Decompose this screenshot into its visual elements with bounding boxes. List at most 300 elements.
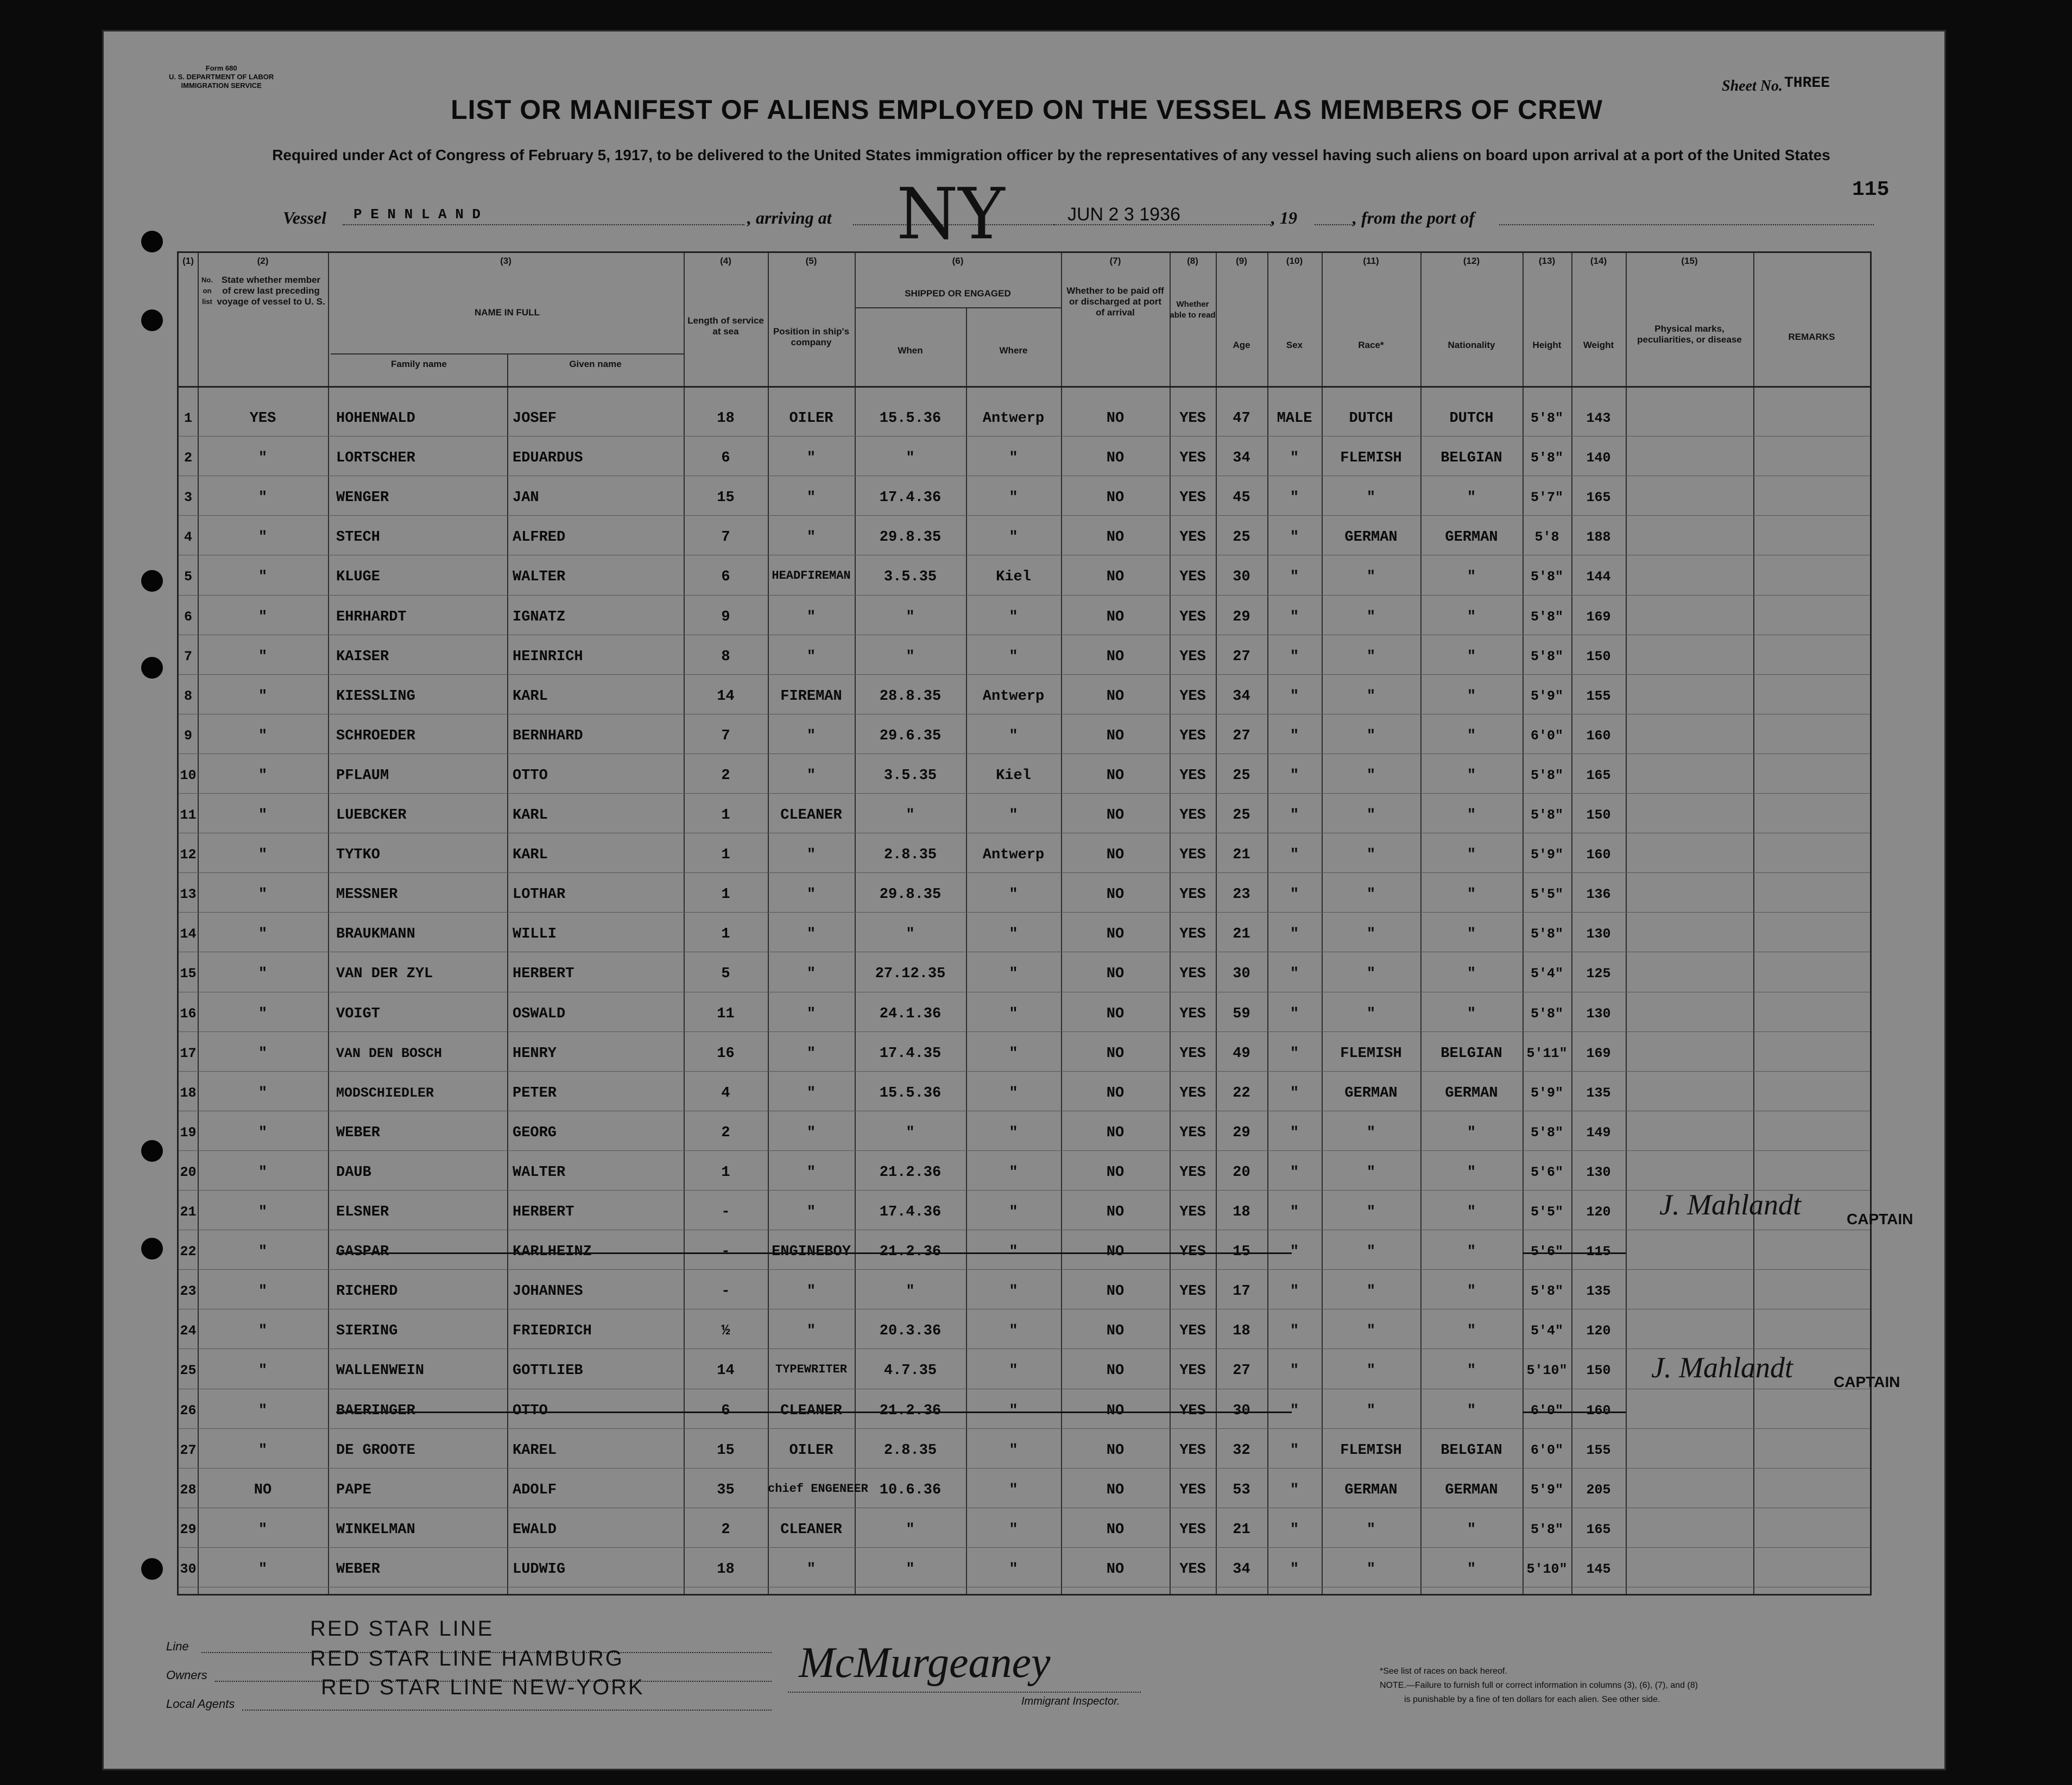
binder-hole [141, 570, 163, 592]
position-cell: CLEANER [780, 807, 842, 824]
family-name-cell: VOIGT [336, 1005, 381, 1022]
weight-cell: 130 [1586, 926, 1611, 942]
column-number-1: (1) [182, 256, 194, 266]
sex-cell: " [1290, 688, 1299, 705]
position-cell: " [806, 490, 816, 507]
paid-off-cell: NO [1106, 1402, 1125, 1419]
row-number-cell: 8 [184, 688, 192, 704]
service-length-cell: 16 [717, 1045, 735, 1062]
weight-cell: 145 [1586, 1561, 1611, 1577]
service-length-cell: 11 [717, 1005, 735, 1022]
height-cell: 5'4" [1530, 1323, 1563, 1339]
nationality-cell: " [1467, 807, 1476, 824]
nationality-cell: " [1467, 1164, 1476, 1181]
family-name-cell: DE GROOTE [336, 1442, 415, 1459]
paid-off-cell: NO [1106, 569, 1125, 586]
header-name-in-full: NAME IN FULL [475, 307, 540, 318]
prev-voyage-cell: " [258, 1244, 268, 1261]
sex-cell: " [1290, 1085, 1299, 1102]
service-length-cell: 35 [717, 1482, 735, 1498]
strike-through-line [336, 1411, 1292, 1413]
date-underline [1054, 224, 1271, 225]
given-name-cell: WALTER [513, 1164, 566, 1181]
position-cell: CLEANER [780, 1402, 842, 1419]
position-cell: " [806, 450, 816, 467]
paid-off-cell: NO [1106, 450, 1125, 467]
manifest-sheet [102, 30, 1946, 1770]
able-to-read-cell: YES [1179, 1561, 1206, 1578]
able-to-read-cell: YES [1179, 1005, 1206, 1022]
paid-off-cell: NO [1106, 807, 1125, 824]
weight-cell: 144 [1586, 569, 1611, 585]
weight-cell: 165 [1586, 490, 1611, 506]
age-cell: 15 [1233, 1244, 1250, 1261]
position-cell: " [806, 727, 816, 744]
row-number-cell: 19 [180, 1124, 197, 1141]
weight-cell: 160 [1586, 847, 1611, 863]
prev-voyage-cell: " [258, 450, 268, 467]
sex-cell: " [1290, 1442, 1299, 1459]
row-number-cell: 15 [180, 966, 197, 982]
family-name-cell: SCHROEDER [336, 727, 415, 744]
shipped-where-cell: " [1009, 1085, 1018, 1102]
sex-cell: " [1290, 1204, 1299, 1220]
able-to-read-cell: YES [1179, 1045, 1206, 1062]
shipped-when-cell: 21.2.36 [879, 1244, 942, 1261]
prev-voyage-cell: YES [249, 410, 276, 427]
height-cell: 5'6" [1530, 1244, 1563, 1260]
age-cell: 59 [1233, 1005, 1250, 1022]
paid-off-cell: NO [1106, 648, 1125, 665]
prev-voyage-cell: " [258, 887, 268, 903]
able-to-read-cell: YES [1179, 569, 1206, 586]
sheet-number-value: THREE [1784, 75, 1830, 92]
height-cell: 5'10" [1526, 1363, 1568, 1379]
prev-voyage-cell: " [258, 1363, 268, 1379]
remarks-row-26: CAPTAIN [1834, 1373, 1900, 1390]
race-cell: " [1366, 648, 1376, 665]
family-name-cell: GASPAR [336, 1244, 389, 1261]
height-cell: 5'5" [1530, 887, 1563, 903]
race-cell: " [1366, 1124, 1376, 1141]
able-to-read-cell: YES [1179, 1402, 1206, 1419]
row-number-cell: 21 [180, 1204, 197, 1220]
age-cell: 45 [1233, 490, 1250, 507]
able-to-read-cell: YES [1179, 490, 1206, 507]
family-name-cell: PFLAUM [336, 767, 389, 784]
position-cell: chief ENGENEER [768, 1482, 868, 1496]
age-cell: 27 [1233, 648, 1250, 665]
race-cell: FLEMISH [1340, 1045, 1402, 1062]
height-cell: 5'9" [1530, 688, 1563, 704]
row-number-cell: 26 [180, 1402, 197, 1419]
shipped-where-cell: " [1009, 1164, 1018, 1181]
family-name-cell: MESSNER [336, 887, 398, 903]
given-name-cell: EWALD [513, 1521, 557, 1538]
row-number-cell: 30 [180, 1561, 197, 1577]
able-to-read-cell: YES [1179, 767, 1206, 784]
nationality-cell: " [1467, 688, 1476, 705]
column-number-11: (11) [1363, 256, 1379, 266]
service-length-cell: 6 [721, 1402, 730, 1419]
row-number-cell: 11 [180, 807, 197, 823]
position-cell: " [806, 1005, 816, 1022]
able-to-read-cell: YES [1179, 1204, 1206, 1220]
prev-voyage-cell: " [258, 648, 268, 665]
header-shipped-where: Where [999, 345, 1028, 356]
nationality-cell: " [1467, 1402, 1476, 1419]
paid-off-cell: NO [1106, 1164, 1125, 1181]
sex-cell: " [1290, 1363, 1299, 1379]
age-cell: 49 [1233, 1045, 1250, 1062]
column-number-7: (7) [1109, 256, 1121, 266]
family-name-cell: LORTSCHER [336, 450, 415, 467]
sex-cell: " [1290, 648, 1299, 665]
sex-cell: " [1290, 1561, 1299, 1578]
shipped-where-cell: " [1009, 450, 1018, 467]
row-number-cell: 20 [180, 1164, 197, 1180]
prev-voyage-cell: " [258, 1323, 268, 1340]
able-to-read-cell: YES [1179, 887, 1206, 903]
shipped-where-cell: " [1009, 807, 1018, 824]
paid-off-cell: NO [1106, 1283, 1125, 1300]
department-name: U. S. DEPARTMENT OF LABOR [169, 73, 274, 81]
shipped-when-cell: " [906, 807, 915, 824]
service-length-cell: 7 [721, 727, 730, 744]
age-cell: 34 [1233, 688, 1250, 705]
shipped-where-cell: " [1009, 1005, 1018, 1022]
service-length-cell: - [721, 1283, 730, 1300]
given-name-cell: HEINRICH [513, 648, 583, 665]
row-number-cell: 28 [180, 1482, 197, 1498]
given-name-cell: LUDWIG [513, 1561, 566, 1578]
shipped-where-cell: " [1009, 648, 1018, 665]
prev-voyage-cell: " [258, 1521, 268, 1538]
row-rule [179, 1547, 1870, 1548]
shipped-when-cell: 17.4.35 [879, 1045, 942, 1062]
header-able-to-read: Whether able to read [1170, 300, 1216, 320]
given-name-cell: WILLI [513, 926, 557, 943]
shipped-where-cell: Antwerp [982, 847, 1045, 864]
prev-voyage-cell: " [258, 1204, 268, 1220]
height-cell: 5'8" [1530, 1283, 1563, 1300]
height-cell: 6'0" [1530, 1442, 1563, 1458]
weight-cell: 150 [1586, 1363, 1611, 1379]
shipped-where-cell: " [1009, 1402, 1018, 1419]
age-cell: 29 [1233, 1124, 1250, 1141]
given-name-cell: KARLHEINZ [513, 1244, 592, 1261]
prev-voyage-cell: " [258, 609, 268, 625]
height-cell: 5'8" [1530, 648, 1563, 664]
family-name-cell: BAERINGER [336, 1402, 415, 1419]
shipped-when-cell: 29.8.35 [879, 529, 942, 546]
family-name-cell: WEBER [336, 1124, 381, 1141]
paid-off-cell: NO [1106, 887, 1125, 903]
position-cell: " [806, 847, 816, 864]
header-shipped-when: When [898, 345, 923, 356]
service-length-cell: - [721, 1204, 730, 1220]
service-length-cell: 15 [717, 490, 735, 507]
header-no-on-list: No. on list [201, 276, 213, 306]
position-cell: " [806, 1283, 816, 1300]
sex-cell: " [1290, 1244, 1299, 1261]
weight-cell: 125 [1586, 966, 1611, 982]
service-length-cell: 1 [721, 926, 730, 943]
binder-hole [141, 309, 163, 331]
weight-cell: 130 [1586, 1005, 1611, 1022]
shipped-when-cell: 21.2.36 [879, 1164, 942, 1181]
position-cell: " [806, 966, 816, 983]
shipped-when-cell: 29.8.35 [879, 887, 942, 903]
height-cell: 5'10" [1526, 1561, 1568, 1577]
signature-row-22: J. Mahlandt [1659, 1188, 1801, 1221]
sex-cell: " [1290, 1521, 1299, 1538]
family-name-cell: DAUB [336, 1164, 371, 1181]
row-rule [179, 515, 1870, 516]
shipped-when-cell: " [906, 1561, 915, 1578]
shipped-when-cell: " [906, 609, 915, 625]
nationality-cell: " [1467, 1124, 1476, 1141]
race-cell: " [1366, 1244, 1376, 1261]
inspector-label: Immigrant Inspector. [1021, 1695, 1120, 1707]
height-cell: 5'9" [1530, 1482, 1563, 1498]
signature-row-26: J. Mahlandt [1651, 1351, 1793, 1384]
row-number-cell: 6 [184, 609, 192, 625]
shipped-where-cell: Antwerp [982, 688, 1045, 705]
from-port-underline [1499, 224, 1874, 225]
service-length-cell: 4 [721, 1085, 730, 1102]
agents-underline [242, 1710, 772, 1711]
form-identifier [169, 64, 274, 90]
sex-cell: " [1290, 807, 1299, 824]
owners-value: RED STAR LINE HAMBURG [310, 1647, 624, 1670]
shipped-when-cell: 3.5.35 [883, 767, 937, 784]
height-cell: 5'8" [1530, 1124, 1563, 1141]
position-cell: ENGINEBOY [772, 1244, 851, 1261]
height-cell: 5'8" [1530, 410, 1563, 426]
position-cell: " [806, 648, 816, 665]
shipped-where-cell: " [1009, 1323, 1018, 1340]
race-cell: " [1366, 1363, 1376, 1379]
weight-cell: 120 [1586, 1323, 1611, 1339]
column-number-6: (6) [952, 256, 964, 266]
strike-through-line [1523, 1252, 1626, 1254]
shipped-when-cell: 2.8.35 [883, 1442, 937, 1459]
height-cell: 5'7" [1530, 490, 1563, 506]
weight-cell: 155 [1586, 1442, 1611, 1458]
row-number-cell: 23 [180, 1283, 197, 1300]
height-cell: 5'8" [1530, 926, 1563, 942]
age-cell: 53 [1233, 1482, 1250, 1498]
position-cell: " [806, 1323, 816, 1340]
nationality-cell: " [1467, 966, 1476, 983]
paid-off-cell: NO [1106, 847, 1125, 864]
crew-table [177, 251, 1872, 1596]
shipped-where-cell: " [1009, 727, 1018, 744]
service-length-cell: 18 [717, 410, 735, 427]
race-cell: " [1366, 1283, 1376, 1300]
given-name-cell: FRIEDRICH [513, 1323, 592, 1340]
sex-cell: " [1290, 727, 1299, 744]
given-name-cell: ALFRED [513, 529, 566, 546]
header-physical-marks: Physical marks, peculiarities, or disease [1637, 324, 1742, 345]
age-cell: 20 [1233, 1164, 1250, 1181]
family-name-cell: VAN DER ZYL [336, 966, 433, 983]
able-to-read-cell: YES [1179, 529, 1206, 546]
age-cell: 25 [1233, 807, 1250, 824]
given-name-cell: ADOLF [513, 1482, 557, 1498]
column-number-12: (12) [1463, 256, 1480, 266]
inspector-underline [788, 1692, 1141, 1693]
height-cell: 6'0" [1530, 727, 1563, 744]
paid-off-cell: NO [1106, 1482, 1125, 1498]
shipped-where-cell: " [1009, 1124, 1018, 1141]
height-cell: 5'11" [1526, 1045, 1568, 1061]
paid-off-cell: NO [1106, 490, 1125, 507]
given-name-cell: KAREL [513, 1442, 557, 1459]
family-name-cell: BRAUKMANN [336, 926, 415, 943]
header-height: Height [1532, 340, 1562, 350]
shipped-when-cell: 21.2.36 [879, 1402, 942, 1419]
service-length-cell: 6 [721, 450, 730, 467]
position-cell: CLEANER [780, 1521, 842, 1538]
page-number: 115 [1852, 178, 1890, 201]
row-rule [179, 793, 1870, 794]
row-number-cell: 10 [180, 767, 197, 783]
age-cell: 25 [1233, 767, 1250, 784]
race-cell: GERMAN [1344, 1085, 1398, 1102]
nationality-cell: " [1467, 727, 1476, 744]
age-cell: 18 [1233, 1323, 1250, 1340]
service-length-cell: 6 [721, 569, 730, 586]
shipped-where-cell: " [1009, 1045, 1018, 1062]
shipped-when-cell: " [906, 1521, 915, 1538]
paid-off-cell: NO [1106, 1085, 1125, 1102]
prev-voyage-cell: " [258, 767, 268, 784]
position-cell: " [806, 1045, 816, 1062]
row-number-cell: 5 [184, 569, 192, 585]
service-length-cell: 1 [721, 847, 730, 864]
weight-cell: 169 [1586, 609, 1611, 625]
header-paid-off: Whether to be paid off or discharged at port of arrival [1066, 286, 1164, 318]
shipped-when-cell: " [906, 926, 915, 943]
prev-voyage-cell: NO [254, 1482, 272, 1498]
sex-cell: " [1290, 529, 1299, 546]
position-cell: TYPEWRITER [775, 1363, 848, 1377]
sex-cell: " [1290, 1323, 1299, 1340]
row-number-cell: 7 [184, 648, 192, 664]
agents-label: Local Agents [166, 1697, 235, 1711]
race-cell: FLEMISH [1340, 1442, 1402, 1459]
prev-voyage-cell: " [258, 529, 268, 546]
given-name-cell: LOTHAR [513, 887, 566, 903]
column-number-15: (15) [1681, 256, 1698, 266]
given-name-cell: IGNATZ [513, 609, 566, 625]
row-rule [179, 674, 1870, 675]
vessel-label: Vessel [283, 208, 326, 227]
able-to-read-cell: YES [1179, 1244, 1206, 1261]
prev-voyage-cell: " [258, 1085, 268, 1102]
family-name-cell: WEBER [336, 1561, 381, 1578]
age-cell: 17 [1233, 1283, 1250, 1300]
position-cell: HEADFIREMAN [772, 569, 851, 583]
family-name-cell: WENGER [336, 490, 389, 507]
agents-value: RED STAR LINE NEW-YORK [321, 1675, 645, 1699]
race-cell: " [1366, 1005, 1376, 1022]
shipped-where-cell: " [1009, 1283, 1018, 1300]
paid-off-cell: NO [1106, 966, 1125, 983]
row-rule [179, 1190, 1870, 1191]
given-name-cell: WALTER [513, 569, 566, 586]
family-name-cell: KIESSLING [336, 688, 415, 705]
height-cell: 5'8" [1530, 1521, 1563, 1537]
shipped-where-cell: " [1009, 1244, 1018, 1261]
prev-voyage-cell: " [258, 1164, 268, 1181]
race-cell: " [1366, 490, 1376, 507]
column-number-4: (4) [720, 256, 731, 266]
document-title: LIST OR MANIFEST OF ALIENS EMPLOYED ON THE VESSEL AS MEMBERS OF CREW [451, 94, 1603, 125]
shipped-where-cell: " [1009, 1521, 1018, 1538]
service-length-cell: 14 [717, 1363, 735, 1379]
position-cell: " [806, 1164, 816, 1181]
prev-voyage-cell: " [258, 1442, 268, 1459]
column-number-9: (9) [1236, 256, 1247, 266]
header-prev-voyage: State whether member of crew last preceding voyage of vessel to U. S. [217, 275, 325, 307]
family-name-cell: PAPE [336, 1482, 371, 1498]
sex-cell: " [1290, 609, 1299, 625]
paid-off-cell: NO [1106, 609, 1125, 625]
binder-hole [141, 231, 163, 252]
height-cell: 5'6" [1530, 1164, 1563, 1180]
weight-cell: 165 [1586, 1521, 1611, 1537]
family-name-cell: TYTKO [336, 847, 381, 864]
from-port-label: , from the port of [1353, 208, 1475, 227]
shipped-when-cell: 15.5.36 [879, 1085, 942, 1102]
prev-voyage-cell: " [258, 688, 268, 705]
position-cell: " [806, 767, 816, 784]
family-name-cell: WINKELMAN [336, 1521, 415, 1538]
header-remarks: REMARKS [1788, 332, 1835, 342]
penalty-note-cont: is punishable by a fine of ten dollars for each alien. See other side. [1404, 1695, 1660, 1704]
column-number-10: (10) [1286, 256, 1303, 266]
arriving-label: , arriving at [747, 208, 832, 227]
position-cell: " [806, 1561, 816, 1578]
weight-cell: 169 [1586, 1045, 1611, 1061]
header-length-of-service: Length of service at sea [687, 315, 764, 337]
weight-cell: 130 [1586, 1164, 1611, 1180]
height-cell: 5'8" [1530, 609, 1563, 625]
row-number-cell: 1 [184, 410, 192, 426]
weight-cell: 143 [1586, 410, 1611, 426]
given-name-cell: HENRY [513, 1045, 557, 1062]
header-race: Race* [1358, 340, 1384, 350]
shipped-when-cell: 10.6.36 [879, 1482, 942, 1498]
race-cell: " [1366, 1402, 1376, 1419]
service-length-cell: 7 [721, 529, 730, 546]
nationality-cell: GERMAN [1445, 529, 1498, 546]
age-cell: 25 [1233, 529, 1250, 546]
shipped-where-cell: " [1009, 490, 1018, 507]
vessel-name: P E N N L A N D [353, 206, 481, 223]
row-number-cell: 17 [180, 1045, 197, 1061]
nationality-cell: BELGIAN [1441, 450, 1502, 467]
row-number-cell: 12 [180, 847, 197, 863]
able-to-read-cell: YES [1179, 1283, 1206, 1300]
prev-voyage-cell: " [258, 490, 268, 507]
age-cell: 22 [1233, 1085, 1250, 1102]
shipped-where-cell: " [1009, 1363, 1018, 1379]
family-name-cell: RICHERD [336, 1283, 398, 1300]
